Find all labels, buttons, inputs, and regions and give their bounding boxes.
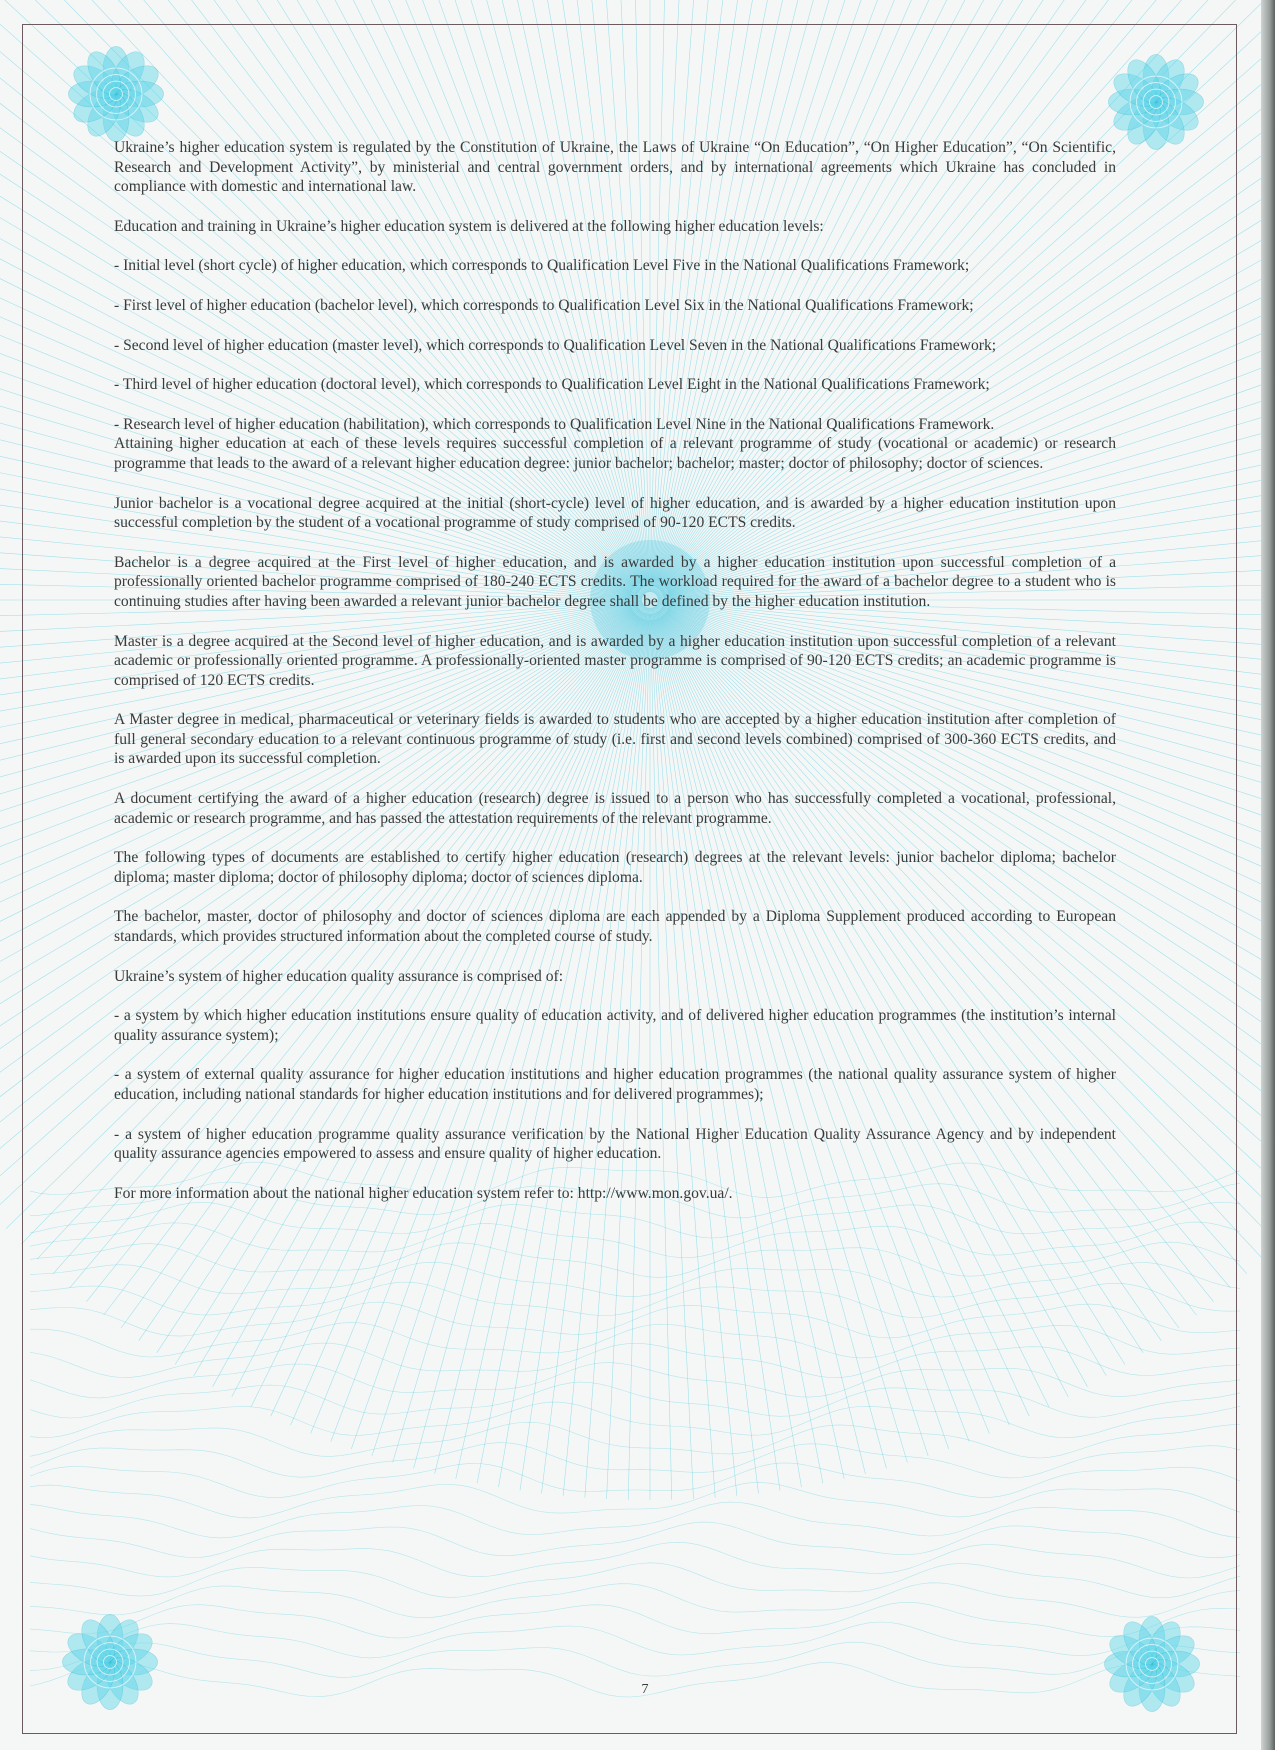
paragraph-levels-intro: Education and training in Ukraine’s higher education system is delivered at the following higher education levels: [114,217,824,235]
list-item-second-level: - Second level of higher education (master level), which corresponds to Qualification Level Seven in the National Qualifications Framework; [114,336,997,354]
paragraph-master: Master is a degree acquired at the Second level of higher education, and is awarded by a higher education institution upon successful completion of a relevant academic or professionally oriented programme. A professionally-oriented master programme is comprised of 90-120 ECTS credits; an academic programme is comprised of 120 ECTS credits. [114,632,1116,689]
paragraph-junior-bachelor: Junior bachelor is a vocational degree acquired at the initial (short-cycle) level of higher education, and is awarded by a higher education institution upon successful completion by the student of a vocational programme of study comprised of 90-120 ECTS credits. [114,494,1116,532]
list-item-first-level: - First level of higher education (bachelor level), which corresponds to Qualification Level Six in the National Qualifications Framework; [114,296,974,314]
paragraph-more-information: For more information about the national higher education system refer to: http://www.mon.gov.ua/. [114,1184,733,1202]
rosette-ornament-top-left [62,40,170,148]
rosette-ornament-top-right [1102,48,1210,156]
list-item-research-level: - Research level of higher education (habilitation), which corresponds to Qualification Level Nine in the National Qualifications Framework. [114,415,995,433]
paragraph-attaining-education: Attaining higher education at each of these levels requires successful completion of a relevant programme of study (vocational or academic) or research programme that leads to the award of a relevant higher education degree: junior bachelor; bachelor; master; doctor of philosophy; doctor of sciences. [114,435,1116,472]
paragraph-quality-assurance-intro: Ukraine’s system of higher education quality assurance is comprised of: [114,967,564,985]
document-body [114,138,1116,1223]
paragraph-document-types: The following types of documents are established to certify higher education (research) degrees at the relevant levels: junior bachelor diploma; bachelor diploma; master diploma; doctor of philosophy diploma; doctor of sciences diploma. [114,849,1116,886]
scan-edge-shadow [1261,0,1275,1750]
rosette-ornament-bottom-right [1098,1610,1206,1718]
paragraph-legal-framework: Ukraine’s higher education system is regulated by the Constitution of Ukraine, the Laws of Ukraine “On Education”, “On Higher Education”, “On Scientific, Research and Development Activity”, by ministerial and central government orders, and by international agreements which Ukraine has concluded in compliance with domestic and international law. [114,139,1116,196]
paragraph-bachelor: Bachelor is a degree acquired at the First level of higher education, and is awarded by a higher education institution upon successful completion of a professionally oriented bachelor programme comprised of 180-240 ECTS credits. The workload required for the award of a bachelor degree to a student who is continuing studies after having been awarded a relevant junior bachelor degree shall be defined by the higher education institution. [114,553,1116,610]
paragraph-diploma-supplement: The bachelor, master, doctor of philosophy and doctor of sciences diploma are each appended by a Diploma Supplement produced according to European standards, which provides structured information about the completed course of study. [114,908,1116,946]
list-item-external-qa: - a system of external quality assurance for higher education institutions and higher education programmes (the national quality assurance system of higher education, including national standards for higher education institutions and for delivered programmes); [114,1066,1116,1103]
list-item-qa-verification: - a system of higher education programme quality assurance verification by the National Higher Education Quality Assurance Agency and by independent quality assurance agencies empowered to assess and ensure quality of higher education. [114,1125,1116,1163]
paragraph-master-medical: A Master degree in medical, pharmaceutical or veterinary fields is awarded to students who are accepted by a higher education institution after completion of full general secondary education to a relevant continuous programme of study (i.e. first and second levels combined) comprised of 300-360 ECTS credits, and is awarded upon its successful completion. [114,711,1116,768]
list-item-initial-level: - Initial level (short cycle) of higher education, which corresponds to Qualification Level Five in the National Qualifications Framework; [114,257,970,275]
list-item-third-level: - Third level of higher education (doctoral level), which corresponds to Qualification Level Eight in the National Qualifications Framework; [114,376,990,394]
page-number: 7 [641,1682,649,1697]
rosette-ornament-bottom-left [56,1608,164,1716]
list-item-internal-qa: - a system by which higher education institutions ensure quality of education activity, and of delivered higher education programmes (the institution’s internal quality assurance system); [114,1007,1116,1044]
paragraph-degree-document: A document certifying the award of a higher education (research) degree is issued to a person who has successfully completed a vocational, professional, academic or research programme, and has passed the attestation requirements of the relevant programme. [114,790,1116,827]
